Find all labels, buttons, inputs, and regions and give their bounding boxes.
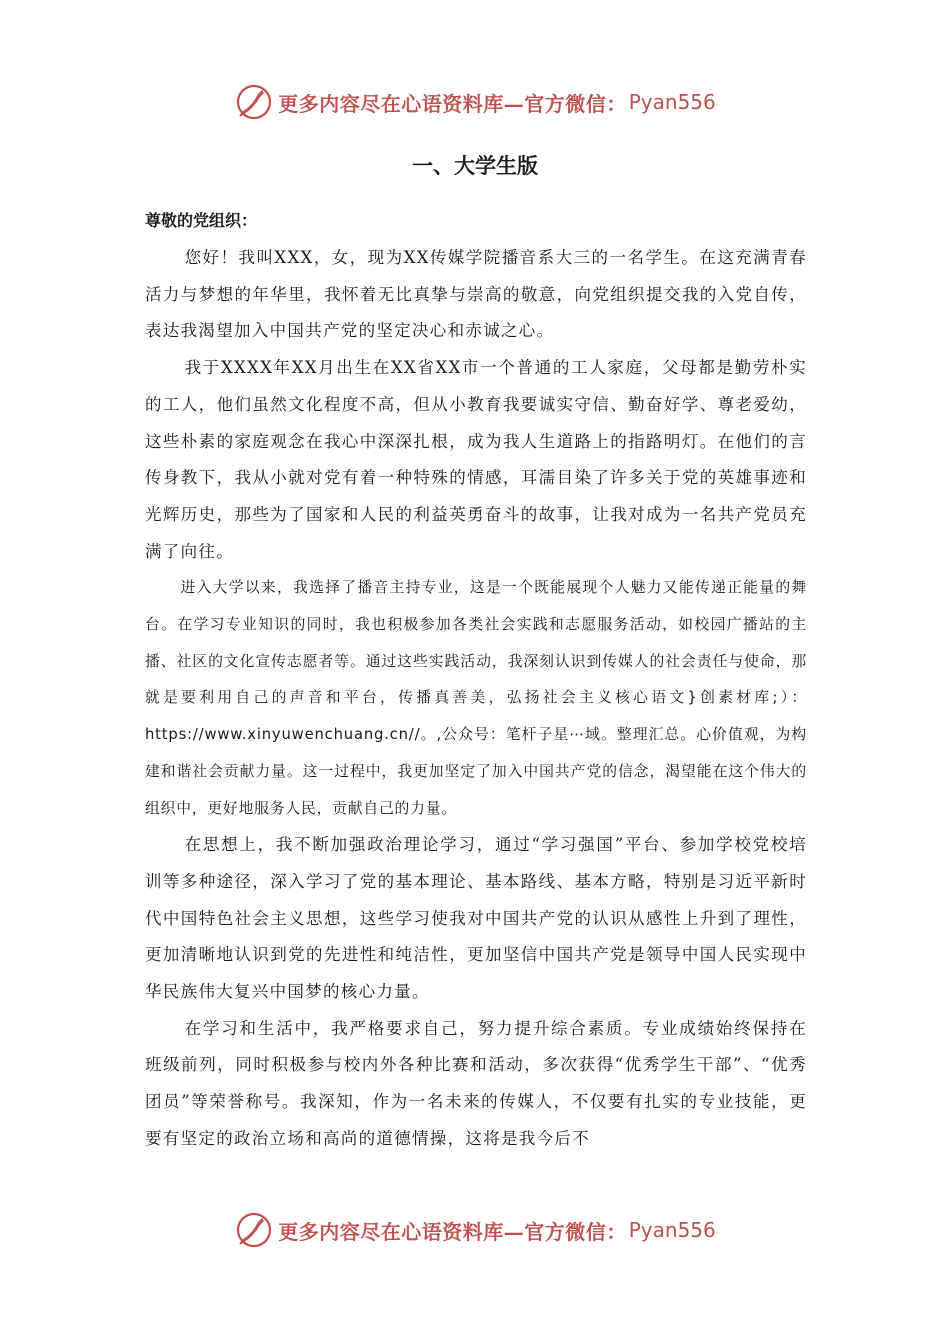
paragraph-university: 进入大学以来，我选择了播音主持专业，这是一个既能展现个人魅力又能传递正能量的舞台。在学习专业知识的同时，我也积极参加各类社会实践和志愿服务活动，如校园广播站的主播、社区的文化宣传志愿者等。通过这些实践活动，我深刻认识到传媒人的社会责任与使命，那就是要利用自己的声音和平台，传播真善美，弘扬社会主义核心语文}创素材库;）：https://www.xinyuwenchuang.cn//。,公众号：笔杆子星⋯域。整理汇总。心价值观，为构建和谐社会贡献力量。这一过程中，我更加坚定了加入中国共产党的信念，渴望能在这个伟大的组织中，更好地服务人民，贡献自己的力量。 [145, 579, 807, 817]
salutation: 尊敬的党组织： [145, 211, 258, 230]
paragraph-thought: 在思想上，我不断加强政治理论学习，通过“学习强国”平台、参加学校党校培训等多种途径，深入学习了党的基本理论、基本路线、基本方略，特别是习近平新时代中国特色社会主义思想，这些学习使我对中国共产党的认识从感性上升到了理性，更加清晰地认识到党的先进性和纯洁性，更加坚信中国共产党是领导中国人民实现中华民族伟大复兴中国梦的核心力量。 [145, 835, 807, 1002]
header-wechat-id: Pyan556 [628, 90, 716, 114]
document-title: 一、大学生版 [412, 154, 538, 178]
footer-banner-text: 更多内容尽在心语资料库—官方微信： [278, 1219, 627, 1244]
document-body [145, 240, 807, 1158]
pen-logo-icon [234, 1210, 274, 1250]
paragraph-study-life: 在学习和生活中，我严格要求自己，努力提升综合素质。专业成绩始终保持在班级前列，同时积极参与校内外各种比赛和活动，多次获得“优秀学生干部”、“优秀团员”等荣誉称号。我深知，作为一名未来的传媒人，不仅要有扎实的专业技能，更要有坚定的政治立场和高尚的道德情操，这将是我今后不 [145, 1018, 807, 1148]
pen-logo-icon [234, 82, 274, 122]
footer-wechat-id: Pyan556 [628, 1218, 716, 1242]
footer-banner [0, 1210, 950, 1250]
header-banner [0, 82, 950, 122]
header-banner-text: 更多内容尽在心语资料库—官方微信： [278, 91, 627, 116]
paragraph-intro: 您好！我叫XXX，女，现为XX传媒学院播音系大三的一名学生。在这充满青春活力与梦想的年华里，我怀着无比真挚与崇高的敬意，向党组织提交我的入党自传，表达我渴望加入中国共产党的坚定决心和赤诚之心。 [145, 248, 807, 341]
paragraph-family: 我于XXXX年XX月出生在XX省XX市一个普通的工人家庭，父母都是勤劳朴实的工人，他们虽然文化程度不高，但从小教育我要诚实守信、勤奋好学、尊老爱幼，这些朴素的家庭观念在我心中深深扎根，成为我人生道路上的指路明灯。在他们的言传身教下，我从小就对党有着一种特殊的情感，耳濡目染了许多关于党的英雄事迹和光辉历史，那些为了国家和人民的利益英勇奋斗的故事，让我对成为一名共产党员充满了向往。 [145, 358, 807, 561]
